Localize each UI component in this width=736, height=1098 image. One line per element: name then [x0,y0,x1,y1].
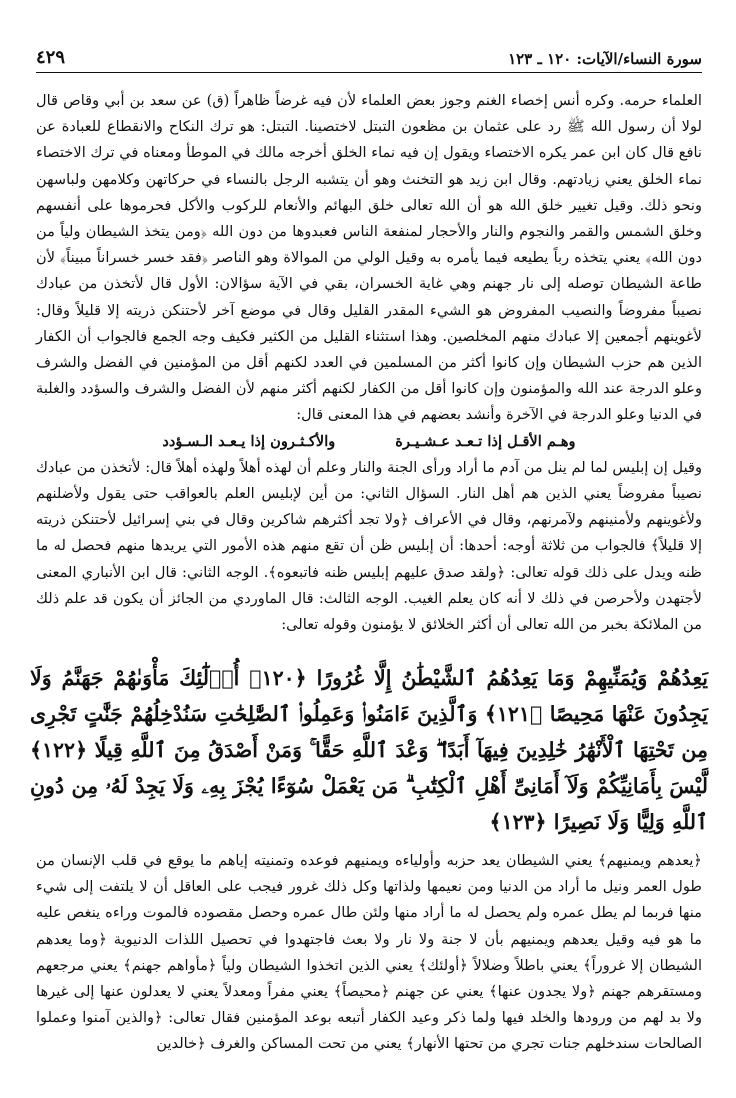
page-header [36,40,702,73]
commentary-paragraph: وقيل إن إبليس لما لم ينل من آدم ما أراد ورأى الجنة والنار وعلم أن لهذه أهلاً ولهذه أهلاً قال: لأتخذن من عبادك نصيباً مفروضاً يعني الذين هم أهل النار. السؤال الثاني: من أين لإبليس العلم بالعواقب حتى يقول ولأضلنهم ولأغوينهم ولأمنينهم ولآمرنهم، وقال في الأعراف ﴿ولا تجد أكثرهم شاكرين وقال في بني إسرائيل لأحتنكن ذريته إلا قليلاً﴾ فالجواب من ثلاثة أوجه: أحدها: أن إبليس ظن أن تقع منهم هذه الأمور التي يريدها منهم فحصل له ما ظنه ويدل على ذلك قوله تعالى: ﴿ولقد صدق عليهم إبليس ظنه فاتبعوه﴾. الوجه الثاني: قال ابن الأنباري المعنى لأجتهدن ولأحرصن في ذلك لا أنه كان يعلم الغيب. الوجه الثالث: قال الماوردي من الجائز أن يكون قد علم ذلك من الملائكة بخبر من الله تعالى أن أكثر الخلائق لا يؤمنون وقوله تعالى: [36,458,702,634]
commentary-bottom-section [36,848,702,1088]
poem-verse [36,429,702,455]
commentary-paragraph: ﴿يعدهم ويمنيهم﴾ يعني الشيطان يعد حزبه وأولياءه ويمنيهم فوعده وتمنيته إياهم ما يوقع في قلب الإنسان من طول العمر ونيل ما أراد من الدنيا ومن نعيمها ولذاتها وكل ذلك غرور فيجب على العاقل أن لا يلتفت إلى شيء منها فربما لم يطل عمره ولم يحصل له ما أراد منها ولئن طال عمره وحصل مقصوده فالموت وراءه ينغص عليه ما هو فيه وقيل يعدهم ويمنيهم بأن لا جنة ولا نار ولا بعث فاجتهدوا في تحصيل اللذات الدنيوية ﴿وما يعدهم الشيطان إلا غروراً﴾ يعني باطلاً وضلالاً ﴿أولئك﴾ يعني الذين اتخذوا الشيطان ولياً ﴿مأواهم جهنم﴾ يعني مرجعهم ومستقرهم جهنم ﴿ولا يجدون عنها﴾ يعني عن جهنم ﴿محيصاً﴾ يعني مفراً ومعدلاً يعني لا يعدلون عنها إلى غيرها ولا بد لهم من ورودها والخلد فيها ولما ذكر وعيد الكفار أتبعه بوعد المؤمنين فقال تعالى: ﴿والذين آمنوا وعملوا الصالحات سندخلهم جنات تجري من تحتها الأنهار﴾ يعني من تحت المساكن والغرف ﴿خالدين [36,852,702,1053]
poem-hemistich-left: والأكـثـرون إذا يـعـد الـسـؤدد [162,432,336,450]
commentary-top-section [36,88,702,640]
poem-hemistich-right: وهـم الأقـل إذا تـعـد عـشـيـرة [395,432,576,450]
running-title: سورة النساء/الآيات: ١٢٠ ـ ١٢٣ [508,50,702,68]
commentary-paragraph: العلماء حرمه. وكره أنس إخصاء الغنم وجوز بعض العلماء لأن فيه غرضاً ظاهراً (ق) عن سعد بن أبي وقاص قال لولا أن رسول الله ﷺ رد على عثمان بن مظعون التبتل لاختصينا. التبتل: هو ترك النكاح والانقطاع للعبادة عن نافع قال كان ابن عمر يكره الاختصاء ويقول إن فيه نماء الخلق أخرجه مالك في الموطأ ومعناه في ترك الاختصاء نماء الخلق يعني زيادتهم. وقال ابن زيد هو التخنث وهو أن يتشبه الرجل بالنساء في حركاتهن وكلامهن ولباسهن ونحو ذلك. وقيل تغيير خلق الله هو أن الله تعالى خلق البهائم والأنعام للركوب والأكل فحرموها على أنفسهم وخلق الشمس والقمر والنجوم والنار والأحجار لمنفعة الناس فعبدوها من دون الله ﴿ومن يتخذ الشيطان ولياً من دون الله﴾ يعني يتخذه رباً يطيعه فيما يأمره به وقيل الولي من الموالاة وهو الناصر ﴿فقد خسر خسراناً مبيناً﴾ لأن طاعة الشيطان توصله إلى نار جهنم وهي غاية الخسران، بقي في الآية سؤالان: الأول قال لأتخذن من عبادك نصيباً مفروضاً والنصيب المفروض هو الشيء المقدر القليل وقال في موضع آخر لأحتنكن ذريته إلا قليلاً وقال: لأغوينهم أجمعين إلا عبادك منهم المخلصين. وهذا استثناء القليل من الكثير فكيف وجه الجمع فالجواب أن الكفار الذين هم حزب الشيطان وإن كانوا أكثر من المسلمين في العدد لكنهم أقل من المؤمنين في الفضل والشرف وعلو الدرجة عند الله والمؤمنون وإن كانوا أقل من الكفار لكنهم أكثر منهم لأن الفضل والشرف والسؤدد والغلبة في الدنيا وعلو الدرجة في الآخرة وأنشد بعضهم في هذا المعنى قال: [36,92,702,424]
quran-verses-text: يَعِدُهُمْ وَيُمَنِّيهِمْ وَمَا يَعِدُهُمُ ٱلشَّيْطَٰنُ إِلَّا غُرُورًا ﴿١٢٠﴾ أُو۟لَٰٓئِكَ مَأْوَىٰهُمْ جَهَنَّمُ وَلَا يَجِدُونَ عَنْهَا مَحِيصًا ﴿١٢١﴾ وَٱلَّذِينَ ءَامَنُوا۟ وَعَمِلُوا۟ ٱلصَّٰلِحَٰتِ سَنُدْخِلُهُمْ جَنَّٰتٍ تَجْرِى مِن تَحْتِهَا ٱلْأَنْهَٰرُ خَٰلِدِينَ فِيهَآ أَبَدًا ۖ وَعْدَ ٱللَّهِ حَقًّا ۚ وَمَنْ أَصْدَقُ مِنَ ٱللَّهِ قِيلًا ﴿١٢٢﴾ لَّيْسَ بِأَمَانِيِّكُمْ وَلَآ أَمَانِىِّ أَهْلِ ٱلْكِتَٰبِ ۗ مَن يَعْمَلْ سُوٓءًا يُجْزَ بِهِۦ وَلَا يَجِدْ لَهُۥ مِن دُونِ ٱللَّهِ وَلِيًّا وَلَا نَصِيرًا ﴿١٢٣﴾ [30,666,708,834]
quran-verses-block [30,660,708,840]
page-number: ٤٢٩ [36,47,66,68]
